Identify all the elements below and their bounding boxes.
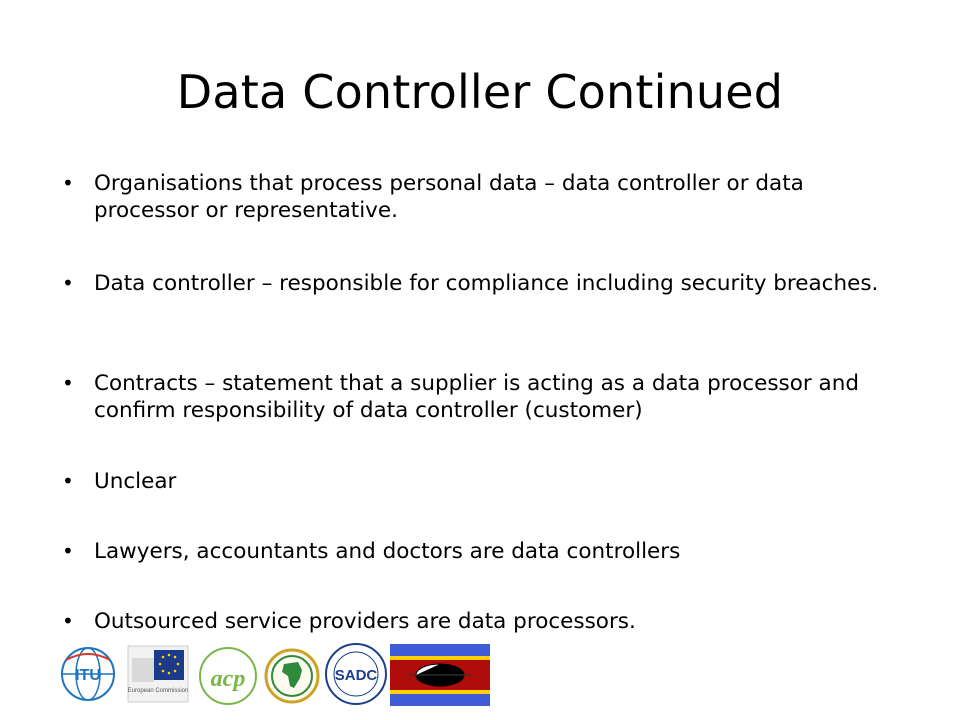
bullet-item [62, 170, 902, 224]
bullet-item [62, 608, 636, 635]
bullet-marker: • [62, 609, 74, 633]
bullet-item [62, 270, 878, 297]
bullet-marker: • [62, 469, 74, 493]
slide-title: Data Controller Continued [176, 65, 784, 119]
bullet-text: Outsourced service providers are data processors. [94, 609, 636, 634]
bullet-item [62, 468, 176, 495]
acp-logo [196, 640, 260, 708]
bullet-marker: • [62, 371, 74, 395]
svg-text:ITU: ITU [75, 667, 101, 684]
bullet-item [62, 370, 902, 424]
bullet-text: Lawyers, accountants and doctors are data controllers [94, 539, 681, 564]
svg-text:European Commission: European Commission [127, 688, 189, 694]
bullet-marker: • [62, 171, 74, 195]
eswatini-flag [390, 640, 490, 708]
svg-text:SADC: SADC [334, 667, 378, 684]
european-commission-logo [126, 640, 190, 708]
bullet-text: Unclear [94, 469, 177, 494]
bullet-text: Organisations that process personal data – data controller or data processor or representative. [94, 171, 804, 223]
svg-text:acp: acp [210, 666, 246, 692]
african-union-logo [264, 640, 320, 708]
bullet-text: Data controller – responsible for compliance including security breaches. [94, 271, 879, 296]
sadc-logo [324, 640, 388, 708]
bullet-marker: • [62, 271, 74, 295]
bullet-marker: • [62, 539, 74, 563]
itu-logo [56, 640, 120, 708]
bullet-item [62, 538, 680, 565]
bullet-text: Contracts – statement that a supplier is acting as a data processor and confirm responsibility of data controller (customer) [94, 371, 860, 423]
